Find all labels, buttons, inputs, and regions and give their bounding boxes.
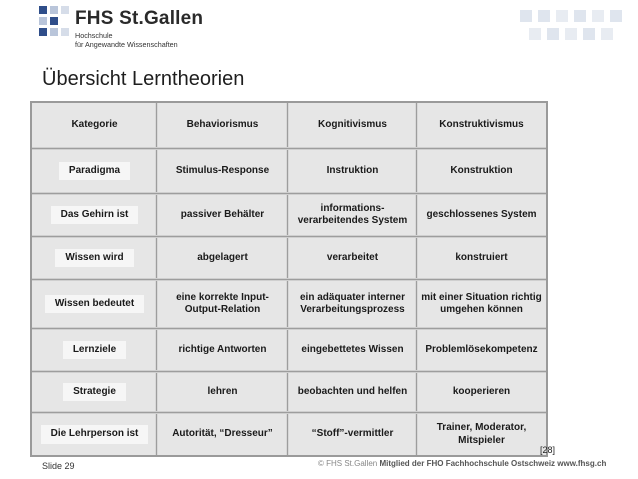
- table-row: [32, 150, 546, 192]
- table-cell: eine korrekte Input- Output-Relation: [176, 291, 269, 315]
- table-cell: ein adäquater interner Verarbeitungsprozess: [299, 291, 406, 315]
- column-header: Kognitivismus: [318, 118, 387, 130]
- logo-subtitle: Hochschule: [75, 31, 113, 40]
- table-cell: Autorität, “Dresseur”: [172, 428, 273, 440]
- learning-theories-table: [30, 101, 548, 457]
- footer-copyright: © FHS St.Gallen: [318, 459, 380, 468]
- table-cell: Konstruktion: [450, 164, 513, 176]
- table-cell: richtige Antworten: [178, 343, 267, 355]
- logo-title: FHS St.Gallen: [75, 8, 204, 29]
- row-category: Die Lehrperson ist: [41, 425, 149, 444]
- row-category: Paradigma: [59, 162, 130, 181]
- column-header: Kategorie: [71, 118, 118, 130]
- row-category: Wissen bedeutet: [45, 295, 144, 314]
- reference-marker: [28]: [540, 445, 556, 455]
- table-row: [32, 238, 546, 278]
- table-row: [32, 373, 546, 411]
- table-row: [32, 330, 546, 370]
- column-header: Behaviorismus: [186, 118, 259, 130]
- row-category: Strategie: [63, 383, 126, 402]
- logo-subtitle: für Angewandte Wissenschaften: [75, 40, 178, 49]
- footer-url[interactable]: www.fhsg.ch: [555, 459, 607, 468]
- footer-member: Mitglied der FHO Fachhochschule Ostschweiz: [379, 459, 556, 468]
- table-cell: passiver Behälter: [180, 208, 265, 220]
- table-cell: Stimulus-Response: [175, 164, 270, 176]
- table-cell: “Stoff”-vermittler: [311, 428, 394, 440]
- table-cell: Problemlösekompetenz: [425, 343, 538, 355]
- logo-mark-icon: [39, 6, 69, 46]
- table-cell: Instruktion: [326, 164, 379, 176]
- table-cell: eingebettetes Wissen: [301, 343, 404, 355]
- column-header: Konstruktivismus: [439, 118, 524, 130]
- table-cell: konstruiert: [455, 251, 508, 263]
- slide-title: Übersicht Lerntheorien: [42, 68, 245, 90]
- table-cell: kooperieren: [452, 385, 511, 397]
- table-cell: informations- verarbeitendes System: [297, 202, 408, 226]
- slide-number: Slide 29: [42, 461, 75, 471]
- decorative-pattern: [520, 8, 630, 48]
- row-category: Lernziele: [63, 341, 126, 360]
- footer-text: [318, 459, 606, 468]
- table-row: [32, 281, 546, 327]
- table-cell: verarbeitet: [326, 251, 379, 263]
- table-row: [32, 195, 546, 235]
- table-cell: lehren: [207, 385, 238, 397]
- fhs-logo: [39, 6, 299, 50]
- table-cell: mit einer Situation richtig umgehen können: [421, 291, 542, 315]
- row-category: Das Gehirn ist: [51, 206, 139, 225]
- row-category: Wissen wird: [55, 249, 133, 268]
- table-row: [32, 414, 546, 455]
- table-cell: beobachten und helfen: [297, 385, 408, 397]
- table-cell: Trainer, Moderator, Mitspieler: [436, 422, 527, 446]
- table-cell: geschlossenes System: [426, 208, 537, 220]
- table-cell: abgelagert: [197, 251, 248, 263]
- table-header-row: [32, 103, 546, 147]
